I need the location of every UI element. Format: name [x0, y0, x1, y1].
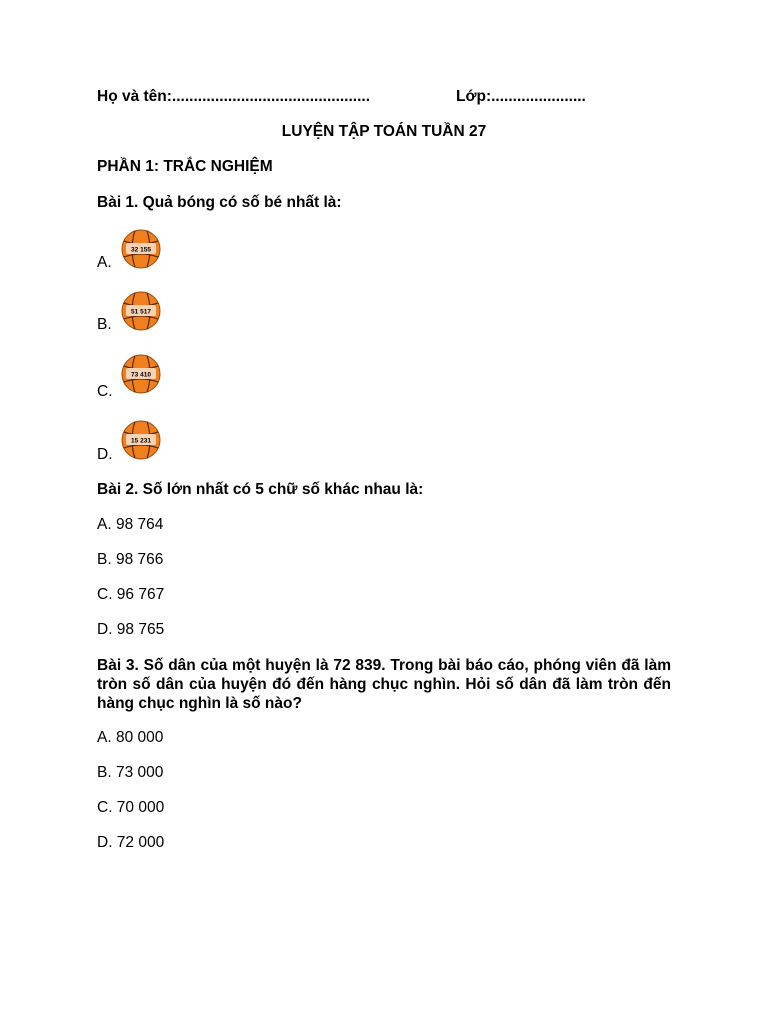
part-1-heading: PHẦN 1: TRẮC NGHIỆM — [97, 158, 273, 175]
option-letter: D. — [97, 446, 113, 463]
question-2: Bài 2. Số lớn nhất có 5 chữ số khác nhau là: — [97, 481, 424, 498]
basketball-icon — [121, 354, 161, 394]
ball-number: 73 410 — [131, 371, 151, 379]
question-3: Bài 3. Số dân của một huyện là 72 839. Trong bài báo cáo, phóng viên đã làm tròn số dân của huyện đó đến hàng chục nghìn. Hỏi số dân đã làm tròn đến hàng chục nghìn là số nào? — [97, 657, 671, 712]
basketball-icon — [121, 420, 161, 460]
q2-option-b: B. 98 766 — [97, 551, 164, 568]
worksheet-title: LUYỆN TẬP TOÁN TUẦN 27 — [281, 123, 487, 140]
q3-option-d: D. 72 000 — [97, 834, 165, 851]
option-letter: A. — [97, 254, 112, 271]
q2-option-a: A. 98 764 — [97, 516, 164, 533]
basketball-icon — [121, 229, 161, 269]
q3-option-a: A. 80 000 — [97, 729, 164, 746]
option-letter: C. — [97, 383, 113, 400]
q2-option-c: C. 96 767 — [97, 586, 165, 603]
q3-option-b: B. 73 000 — [97, 764, 164, 781]
q3-option-c: C. 70 000 — [97, 799, 165, 816]
student-class-label: Lớp:...................... — [456, 88, 586, 105]
ball-number: 32 155 — [131, 246, 151, 254]
student-name-label: Họ và tên:.............................................. — [97, 88, 371, 105]
q2-option-d: D. 98 765 — [97, 621, 165, 638]
basketball-icon — [121, 291, 161, 331]
question-1: Bài 1. Quả bóng có số bé nhất là: — [97, 194, 342, 211]
option-letter: B. — [97, 316, 112, 333]
ball-number: 51 517 — [131, 308, 151, 316]
ball-number: 15 231 — [131, 437, 151, 445]
